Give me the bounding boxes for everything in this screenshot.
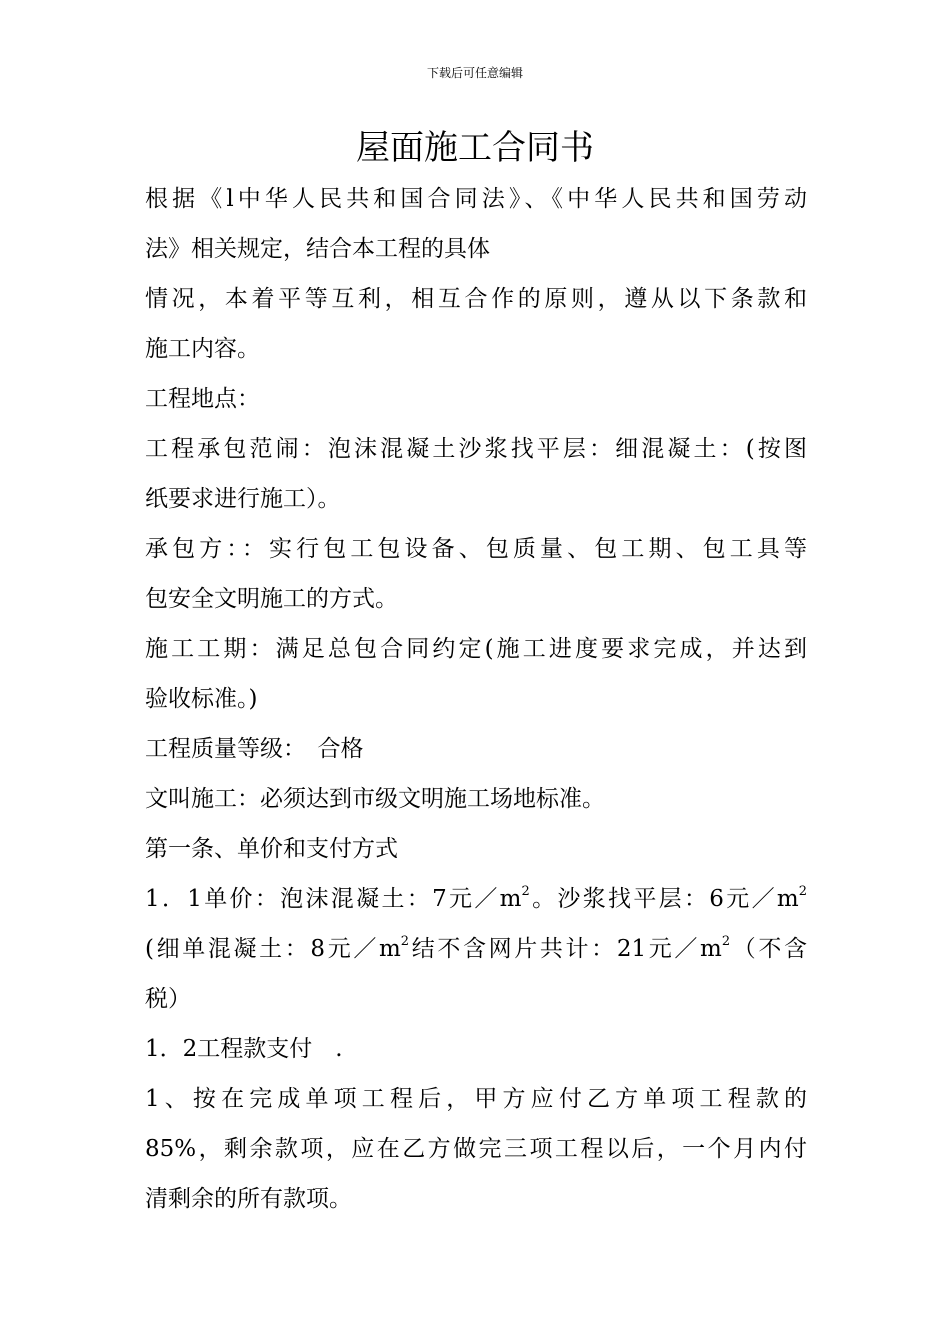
superscript: 2 (721, 934, 731, 950)
superscript: 2 (798, 884, 807, 900)
paragraph-line: 情况，本着平等互利，相互合作的原则，遵从以下条款和 (145, 286, 807, 312)
contract-body (145, 174, 807, 1224)
section-heading: 第一条、单价和支付方式 (145, 836, 398, 862)
paragraph-line: 85%，剩余款项，应在乙方做完三项工程以后，一个月内付 (145, 1136, 807, 1162)
paragraph-line: 纸要求进行施工）。 (145, 486, 341, 512)
unit-price-text: (细单混凝土：8元／m (145, 936, 401, 962)
paragraph-line: 文叫施工：必须达到市级文明施工场地标准。 (145, 786, 605, 812)
paragraph-line: 承包方：：实行包工包设备、包质量、包工期、包工具等 (145, 536, 807, 562)
unit-price-text: （不含 (730, 936, 808, 962)
unit-price-line (145, 874, 807, 924)
unit-price-text: 。沙浆找平层：6元／m (529, 886, 799, 912)
paragraph-line: 施工工期：满足总包合同约定(施工进度要求完成，并达到 (145, 636, 807, 662)
superscript: 2 (400, 934, 410, 950)
paragraph-line: 1、按在完成单项工程后，甲方应付乙方单项工程款的 (145, 1086, 807, 1112)
paragraph-line: 包安全文明施工的方式。 (145, 586, 398, 612)
superscript: 2 (521, 884, 530, 900)
unit-price-text: 结不含网片共计：21元／m (409, 936, 722, 962)
subsection-heading: 1．2工程款支付 . (145, 1036, 343, 1062)
header-note: 下载后可任意编辑 (426, 66, 523, 80)
paragraph-line: 法》相关规定，结合本工程的具体 (145, 236, 490, 262)
unit-price-line (145, 924, 807, 974)
unit-price-text: 1．1单价：泡沫混凝土：7元／m (145, 886, 522, 912)
paragraph-line: 根据《l中华人民共和国合同法》、《中华人民共和国劳动 (145, 186, 807, 212)
paragraph-line: 清剩余的所有款项。 (145, 1186, 352, 1212)
project-location-line: 工程地点： (145, 386, 260, 412)
paragraph-line: 工程承包范闹：泡沫混凝土沙浆找平层：细混凝土：(按图 (145, 436, 807, 462)
paragraph-line: 税） (145, 986, 191, 1012)
paragraph-line: 施工内容。 (145, 336, 260, 362)
document-title: 屋面施工合同书 (356, 128, 594, 168)
quality-grade-line: 工程质量等级： 合格 (145, 736, 364, 762)
paragraph-line: 验收标准。) (145, 686, 258, 712)
